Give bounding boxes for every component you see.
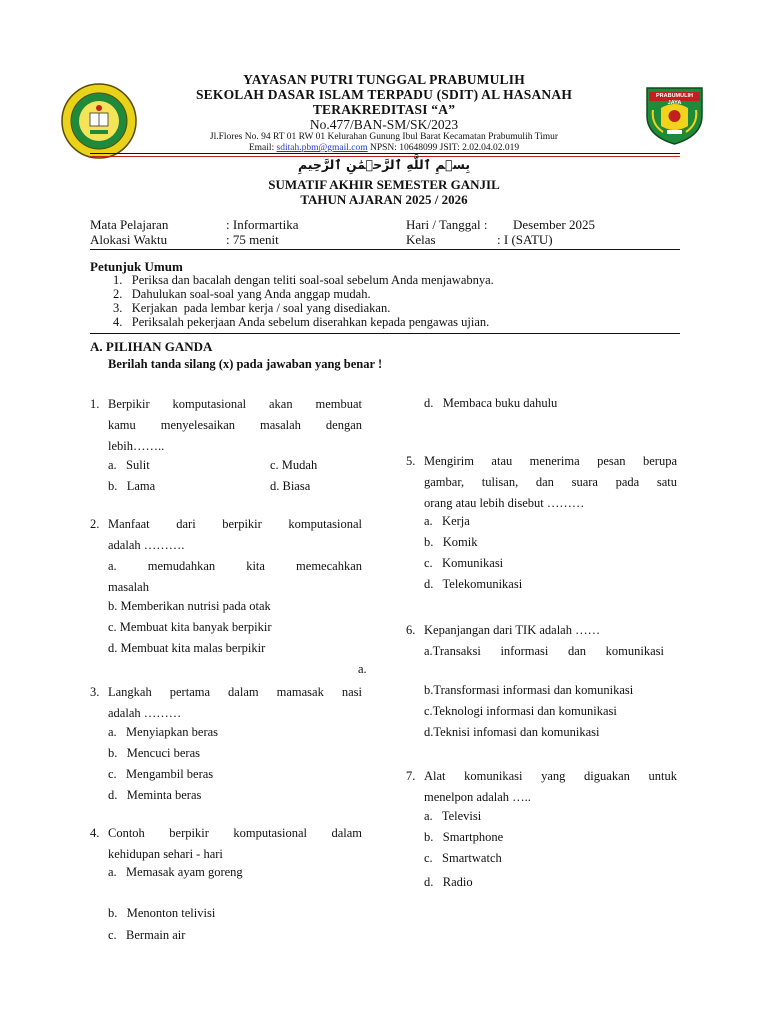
q3-line: adalah ……… [108, 706, 182, 720]
stray-label: a. [358, 662, 367, 676]
q7-number: 7. [406, 769, 416, 783]
school-name: SEKOLAH DASAR ISLAM TERPADU (SDIT) AL HASANAH [195, 87, 573, 102]
exam-year: TAHUN AJARAN 2025 / 2026 [300, 192, 468, 207]
q4-number: 4. [90, 826, 100, 840]
q7-option-c[interactable]: c. Smartwatch [424, 851, 502, 865]
waktu-label: Alokasi Waktu [90, 232, 168, 247]
q4-line: kehidupan sehari - hari [108, 847, 223, 861]
q6-option-c[interactable]: c.Teknologi informasi dan komunikasi [424, 704, 617, 718]
petunjuk-item: 2. Dahulukan soal-soal yang Anda anggap mudah. [113, 287, 371, 301]
q6-line: Kepanjangan dari TIK adalah …… [424, 623, 601, 637]
q5-option-c[interactable]: c. Komunikasi [424, 556, 504, 570]
q1-number: 1. [90, 397, 100, 411]
q1-option-a[interactable]: a. Sulit [108, 458, 150, 472]
email-link[interactable]: sditah.pbm@gmail.com [276, 143, 368, 153]
q2-line: Manfaat dari berpikir komputasional [108, 517, 362, 531]
q2-line: adalah ………. [108, 538, 185, 552]
petunjuk-title: Petunjuk Umum [90, 259, 183, 274]
q2-option-d[interactable]: d. Membuat kita malas berpikir [108, 641, 266, 655]
q6-option-a[interactable]: a.Transaksi informasi dan komunikasi [424, 644, 664, 658]
q7-line: Alat komunikasi yang diguakan untuk [424, 769, 677, 783]
q6-option-b[interactable]: b.Transformasi informasi dan komunikasi [424, 683, 634, 697]
q1-line: lebih…….. [108, 439, 165, 453]
q1-option-d[interactable]: d. Biasa [270, 479, 311, 493]
petunjuk-item: 3. Kerjakan pada lembar kerja / soal yang disediakan. [113, 301, 391, 315]
accreditation: TERAKREDITASI “A” [312, 102, 456, 117]
q1-line: kamu menyelesaikan masalah dengan [108, 418, 362, 432]
petunjuk-rule [90, 333, 680, 334]
q6-option-d[interactable]: d.Teknisi infomasi dan komunikasi [424, 725, 600, 739]
q3-option-b[interactable]: b. Mencuci beras [108, 746, 200, 760]
contact-line [120, 143, 648, 153]
mapel-label: Mata Pelajaran [90, 217, 169, 232]
city-logo [641, 80, 708, 146]
q2-option-c[interactable]: c. Membuat kita banyak berpikir [108, 620, 272, 634]
city-logo-text: PRABUMULIH JAYA [656, 93, 693, 106]
q1-line: Berpikir komputasional akan membuat [108, 397, 362, 411]
basmalah: بِسۡمِ ٱللَّهِ ٱلرَّحۡمَٰنِ ٱلرَّحِيمِ [297, 157, 471, 172]
q5-line: gambar, tulisan, dan suara pada satu [424, 475, 677, 489]
waktu-value: : 75 menit [226, 232, 279, 247]
q2-option-a[interactable]: a. memudahkan kita memecahkan [108, 559, 362, 573]
q5-number: 5. [406, 454, 416, 468]
q4-option-a[interactable]: a. Memasak ayam goreng [108, 865, 243, 879]
q4-option-c[interactable]: c. Bermain air [108, 928, 186, 942]
q1-option-c[interactable]: c. Mudah [270, 458, 318, 472]
accreditation-number: No.477/BAN-SM/SK/2023 [309, 117, 459, 132]
q7-option-d[interactable]: d. Radio [424, 875, 473, 889]
q5-line: Mengirim atau menerima pesan berupa [424, 454, 677, 468]
petunjuk-item: 4. Periksalah pekerjaan Anda sebelum diserahkan kepada pengawas ujian. [113, 315, 490, 329]
q4-option-d[interactable]: d. Membaca buku dahulu [424, 396, 558, 410]
q6-number: 6. [406, 623, 416, 637]
q7-option-b[interactable]: b. Smartphone [424, 830, 504, 844]
q3-option-a[interactable]: a. Menyiapkan beras [108, 725, 219, 739]
q3-option-d[interactable]: d. Meminta beras [108, 788, 202, 802]
q2-option-a-cont: masalah [108, 580, 149, 594]
q4-line: Contoh berpikir komputasional dalam [108, 826, 362, 840]
q3-line: Langkah pertama dalam mamasak nasi [108, 685, 362, 699]
q3-option-c[interactable]: c. Mengambil beras [108, 767, 214, 781]
petunjuk-item: 1. Periksa dan bacalah dengan teliti soal-soal sebelum Anda menjawabnya. [113, 273, 494, 287]
q5-option-d[interactable]: d. Telekomunikasi [424, 577, 523, 591]
q7-option-a[interactable]: a. Televisi [424, 809, 482, 823]
q2-number: 2. [90, 517, 100, 531]
q7-line: menelpon adalah ….. [424, 790, 531, 804]
q3-number: 3. [90, 685, 100, 699]
q5-line: orang atau lebih disebut ……… [424, 496, 585, 510]
section-instruction: Berilah tanda silang (x) pada jawaban yang benar ! [108, 357, 383, 371]
foundation-name: YAYASAN PUTRI TUNGGAL PRABUMULIH [243, 72, 525, 87]
header-rule-top [90, 153, 680, 154]
hari-label: Hari / Tanggal : [406, 217, 488, 232]
q5-option-a[interactable]: a. Kerja [424, 514, 470, 528]
q1-option-b[interactable]: b. Lama [108, 479, 156, 493]
mapel-value: : Informartika [226, 217, 299, 232]
email-label: Email: [248, 143, 275, 153]
exam-title: SUMATIF AKHIR SEMESTER GANJIL [268, 177, 500, 192]
npsn: NPSN: 10648099 JSIT: 2.02.04.02.019 [369, 143, 520, 153]
q4-option-b[interactable]: b. Menonton telivisi [108, 906, 216, 920]
hari-value: Desember 2025 [513, 217, 595, 232]
info-rule [90, 249, 680, 250]
kelas-label: Kelas [406, 232, 436, 247]
kelas-value: : I (SATU) [497, 232, 553, 247]
section-title: A. PILIHAN GANDA [90, 339, 213, 354]
q5-option-b[interactable]: b. Komik [424, 535, 478, 549]
school-address: Jl.Flores No. 94 RT 01 RW 01 Kelurahan Gunung Ibul Barat Kecamatan Prabumulih Timur [209, 132, 559, 142]
q2-option-b[interactable]: b. Memberikan nutrisi pada otak [108, 599, 271, 613]
